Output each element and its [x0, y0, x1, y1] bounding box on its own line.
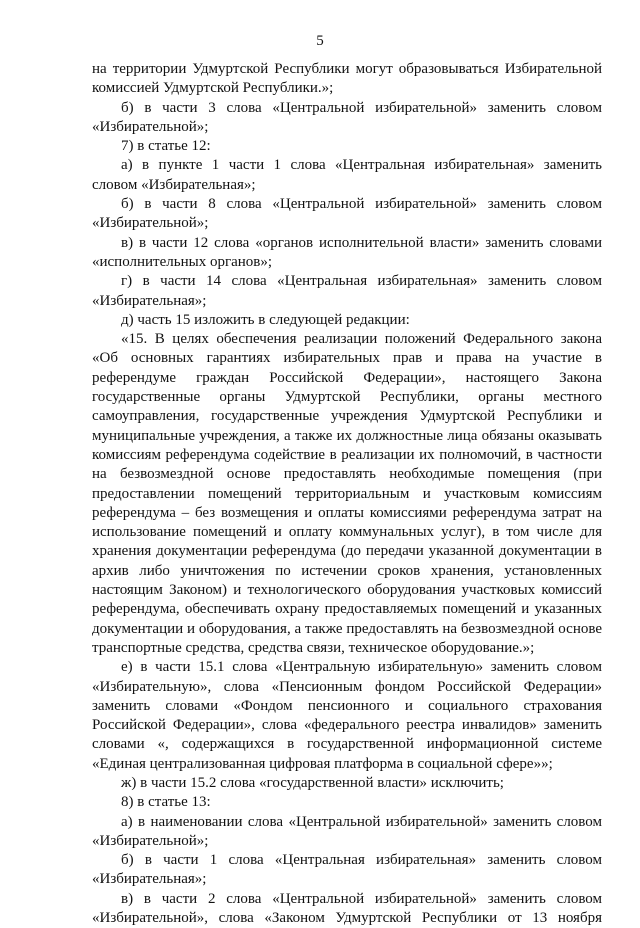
- text-line: «Избирательная»;: [92, 292, 207, 309]
- text-line: на территории Удмуртской Республики могут образовываться Избирательной: [92, 61, 602, 77]
- text-line: государственные органы Удмуртской Республики, органы местного: [92, 389, 602, 406]
- text-line: комиссией Удмуртской Республики.»;: [92, 80, 334, 97]
- text-line: «Избирательной»;: [92, 118, 209, 135]
- text-line: 7) в статье 12:: [121, 138, 211, 155]
- text-line: б) в части 8 слова «Центральной избирательной» заменить словом: [121, 196, 602, 213]
- text-line: предоставлении помещений территориальным и участковым комиссиям: [92, 485, 602, 502]
- text-line: хранения документации референдума (до передачи указанной документации в: [92, 543, 602, 560]
- text-line: словом «Избирательная»;: [92, 176, 256, 193]
- text-line: ж) в части 15.2 слова «государственной власти» исключить;: [121, 774, 504, 791]
- text-line: референдуме граждан Российской Федерации», настоящего Закона: [92, 369, 602, 386]
- document-body: [92, 60, 602, 928]
- text-line: референдума, обеспечивать охрану предоставляемых помещений и указанных: [92, 601, 602, 618]
- text-line: «Избирательной»;: [92, 832, 209, 849]
- text-line: на безвозмездной основе предоставлять необходимые помещения (при: [92, 466, 602, 483]
- text-line: «Избирательная»;: [92, 871, 207, 888]
- text-line: «Единая централизованная цифровая платформа в социальной сфере»»;: [92, 755, 553, 772]
- text-line: муниципальные учреждения, а также их должностные лица обязаны оказывать: [92, 427, 602, 444]
- text-line: словами «, содержащихся в государственной информационной системе: [92, 736, 602, 753]
- text-line: г) в части 14 слова «Центральная избирательная» заменить словом: [121, 273, 602, 290]
- text-line: а) в пункте 1 части 1 слова «Центральная избирательная» заменить: [121, 157, 602, 174]
- text-line: настоящим Законом) и технологического оборудования участковых комиссий: [92, 582, 602, 599]
- text-line: б) в части 1 слова «Центральная избирательная» заменить словом: [121, 852, 602, 869]
- text-line: «Об основных гарантиях избирательных прав и права на участие в: [92, 350, 602, 367]
- text-line: а) в наименовании слова «Центральной избирательной» заменить словом: [121, 813, 602, 830]
- text-line: комиссиям референдума содействие в реализации их полномочий, в частности: [92, 446, 602, 463]
- text-line: 8) в статье 13:: [121, 794, 211, 811]
- text-line: документации и оборудования, а также предоставлять на безвозмездной основе: [92, 620, 602, 637]
- text-line: б) в части 3 слова «Центральной избирательной» заменить словом: [121, 99, 602, 116]
- text-line: Российской Федерации», слова «федерального реестра инвалидов» заменить: [92, 717, 602, 734]
- text-line: заменить словами «Фондом пенсионного и социального страхования: [92, 697, 602, 714]
- text-line: референдума – без возмещения и оплаты комиссиями референдума затрат на: [92, 504, 602, 521]
- text-line: «Избирательной», слова «Законом Удмуртской Республики от 13 ноября: [92, 910, 602, 927]
- text-line: транспортные средства, средства связи, техническое оборудование.»;: [92, 639, 535, 656]
- text-line: «15. В целях обеспечения реализации положений Федерального закона: [121, 331, 602, 348]
- text-line: архив либо уничтожения по истечении сроков хранения, установленных: [92, 562, 602, 579]
- text-line: «исполнительных органов»;: [92, 253, 273, 270]
- text-line: д) часть 15 изложить в следующей редакции:: [121, 311, 410, 328]
- text-line: в) в части 2 слова «Центральной избирательной» заменить словом: [121, 890, 602, 907]
- page-number: 5: [316, 33, 324, 49]
- text-line: в) в части 12 слова «органов исполнительной власти» заменить словами: [121, 234, 602, 251]
- text-line: использование помещений и оплату коммунальных услуг), в том числе для: [92, 524, 602, 541]
- text-line: «Избирательную», слова «Пенсионным фондом Российской Федерации»: [92, 678, 602, 695]
- text-line: «Избирательной»;: [92, 215, 209, 232]
- text-line: самоуправления, государственные учреждения Удмуртской Республики и: [92, 408, 602, 425]
- text-line: е) в части 15.1 слова «Центральную избирательную» заменить словом: [121, 659, 602, 676]
